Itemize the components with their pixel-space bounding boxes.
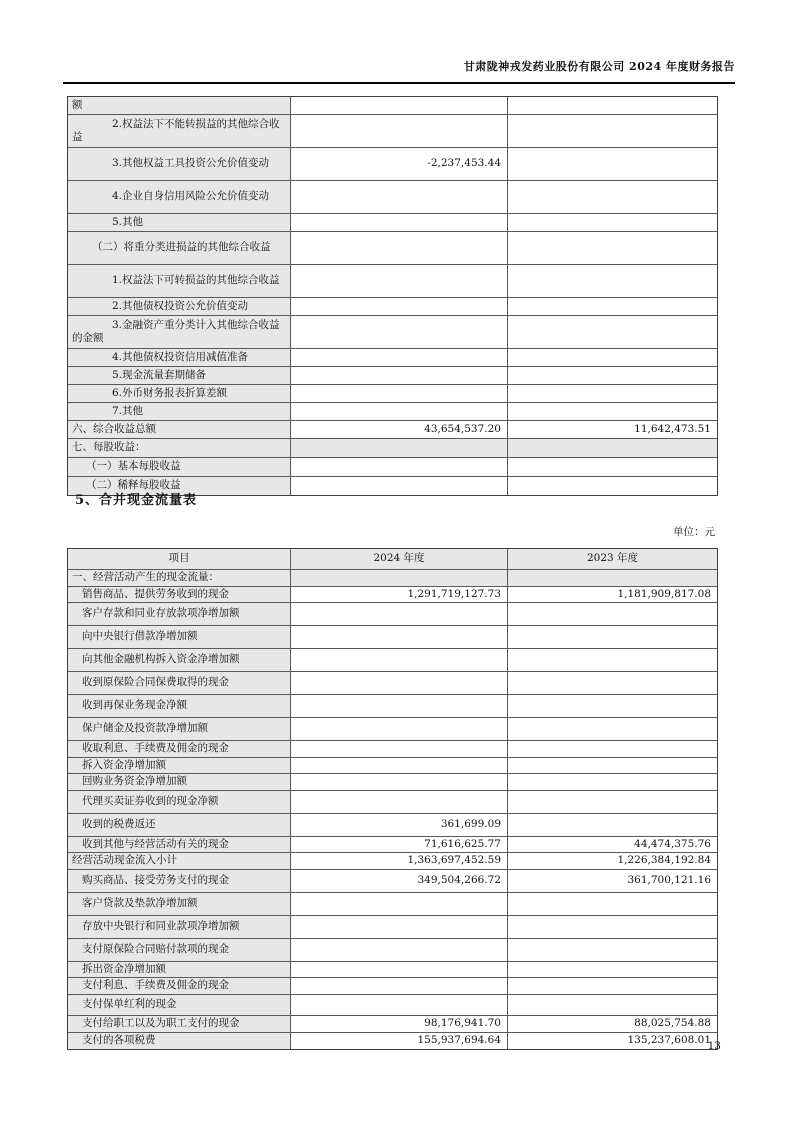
row-label xyxy=(68,814,290,836)
value-2023-text xyxy=(709,357,717,359)
row-label xyxy=(68,1033,290,1049)
value-2023-text xyxy=(709,764,717,766)
row-label xyxy=(68,265,290,297)
row-label-text: 支付利息、手续费及佣金的现金 xyxy=(82,979,229,991)
row-label xyxy=(68,995,290,1015)
value-2024 xyxy=(290,626,507,648)
table-row xyxy=(68,870,717,893)
value-2023-text: 88,025,754.88 xyxy=(634,1016,711,1029)
table-row xyxy=(68,718,717,741)
value-2024-text: 1,291,719,127.73 xyxy=(407,587,501,600)
value-2023-text xyxy=(709,447,717,449)
value-2023 xyxy=(507,741,717,757)
table-row xyxy=(68,672,717,695)
value-2024-text xyxy=(499,659,507,661)
value-2023 xyxy=(507,626,717,648)
value-2024-text xyxy=(499,968,507,970)
table-row xyxy=(68,298,717,316)
row-label xyxy=(68,916,290,938)
value-2023-text xyxy=(709,280,717,282)
row-label xyxy=(68,570,290,586)
value-2024 xyxy=(290,695,507,717)
table-row xyxy=(68,603,717,626)
value-2024-text: 361,699.09 xyxy=(440,817,501,830)
value-2024-text xyxy=(499,196,507,198)
table-row xyxy=(68,853,717,870)
row-label-text: 客户存款和同业存放款项净增加额 xyxy=(82,607,240,620)
table-row xyxy=(68,181,717,214)
value-2024 xyxy=(290,814,507,836)
value-2023-text: 44,474,375.76 xyxy=(634,837,711,850)
value-2024-text xyxy=(499,130,507,132)
row-label-text: （一）基本每股收益 xyxy=(86,460,181,473)
value-2023-text: 11,642,473.51 xyxy=(634,422,711,435)
value-2023 xyxy=(507,439,717,457)
row-label xyxy=(68,587,290,603)
value-2023-text xyxy=(709,926,717,928)
value-2023-text xyxy=(709,222,717,224)
table-row xyxy=(68,695,717,718)
row-label xyxy=(68,232,290,264)
value-2023-text xyxy=(709,130,717,132)
value-2023-text xyxy=(709,105,717,107)
value-2023 xyxy=(507,385,717,402)
row-label xyxy=(68,695,290,717)
row-label-text: 3.其他权益工具投资公允价值变动 xyxy=(112,157,270,170)
value-2024-text xyxy=(499,781,507,783)
value-2023-text xyxy=(709,903,717,905)
row-label xyxy=(68,791,290,813)
row-label xyxy=(68,603,290,625)
value-2024-text xyxy=(499,801,507,803)
row-label-text: （二）将重分类进损益的其他综合收益 xyxy=(92,241,271,254)
value-2023-text: 1,226,384,192.84 xyxy=(617,854,711,866)
value-2024-text xyxy=(499,949,507,951)
value-2024-text: 1,363,697,452.59 xyxy=(407,854,501,866)
table-row xyxy=(68,148,717,181)
value-2024 xyxy=(290,385,507,402)
value-2023-text xyxy=(709,196,717,198)
value-2023 xyxy=(507,718,717,740)
value-2023-text xyxy=(709,331,717,333)
value-2024-text xyxy=(499,105,507,107)
value-2024 xyxy=(290,962,507,978)
row-label-text: 经营活动现金流入小计 xyxy=(72,854,177,866)
value-2024 xyxy=(290,837,507,853)
row-label xyxy=(68,181,290,213)
row-label xyxy=(68,458,290,476)
value-2024-text: 43,654,537.20 xyxy=(424,422,501,435)
row-label xyxy=(68,626,290,648)
header-2023 xyxy=(507,549,717,569)
row-label-text: 6.外币财务报表折算差额 xyxy=(112,386,228,399)
value-2023 xyxy=(507,853,717,869)
table-row xyxy=(68,995,717,1016)
row-label xyxy=(68,870,290,892)
value-2023 xyxy=(507,774,717,790)
value-2024 xyxy=(290,978,507,994)
value-2024-text: 98,176,941.70 xyxy=(424,1016,501,1029)
value-2024 xyxy=(290,1016,507,1032)
value-2024 xyxy=(290,458,507,476)
value-2024-text xyxy=(499,357,507,359)
value-2024 xyxy=(290,403,507,420)
value-2024 xyxy=(290,298,507,315)
table-row xyxy=(68,232,717,265)
row-label xyxy=(68,97,290,114)
value-2024-text xyxy=(499,485,507,487)
row-label-text: 4.其他债权投资信用减值准备 xyxy=(112,350,249,363)
table-row xyxy=(68,439,717,458)
table-row xyxy=(68,916,717,939)
value-2023 xyxy=(507,458,717,476)
row-label xyxy=(68,421,290,438)
row-label xyxy=(68,774,290,790)
value-2023-text xyxy=(709,247,717,249)
value-2023-text xyxy=(709,577,717,579)
value-2024 xyxy=(290,265,507,297)
row-label-text: 收到的税费返还 xyxy=(82,817,156,830)
value-2024-text xyxy=(499,466,507,468)
value-2024-text: 71,616,625.77 xyxy=(424,837,501,850)
row-label xyxy=(68,758,290,774)
value-2024-text xyxy=(499,636,507,638)
value-2024-text xyxy=(499,447,507,449)
value-2023 xyxy=(507,298,717,315)
row-label-text: 2.其他债权投资公允价值变动 xyxy=(112,299,249,312)
value-2024-text xyxy=(499,247,507,249)
row-label xyxy=(68,741,290,757)
value-2023 xyxy=(507,814,717,836)
table-row xyxy=(68,458,717,477)
row-label xyxy=(68,403,290,420)
value-2024-text xyxy=(499,280,507,282)
value-2023 xyxy=(507,214,717,231)
value-2024-text xyxy=(499,682,507,684)
table-row xyxy=(68,1016,717,1033)
value-2023-text xyxy=(709,682,717,684)
row-label xyxy=(68,837,290,853)
value-2023 xyxy=(507,916,717,938)
row-label-text: 3.金融资产重分类计入其他综合收益的金额 xyxy=(72,318,280,344)
row-label xyxy=(68,367,290,384)
row-label xyxy=(68,672,290,694)
value-2023-text xyxy=(709,801,717,803)
row-label xyxy=(68,385,290,402)
value-2023-text xyxy=(709,636,717,638)
table-row xyxy=(68,939,717,962)
value-2024 xyxy=(290,758,507,774)
value-2024 xyxy=(290,791,507,813)
value-2023-text xyxy=(709,985,717,987)
value-2024 xyxy=(290,570,507,586)
header-item-text: 项目 xyxy=(168,552,190,565)
value-2024 xyxy=(290,97,507,114)
value-2024-text xyxy=(499,306,507,308)
value-2023 xyxy=(507,367,717,384)
row-label-text: 向其他金融机构拆入资金净增加额 xyxy=(82,653,240,666)
value-2024-text: -2,237,453.44 xyxy=(427,157,501,170)
table-row xyxy=(68,774,717,791)
value-2024-text xyxy=(499,764,507,766)
value-2023 xyxy=(507,791,717,813)
value-2023 xyxy=(507,349,717,366)
value-2023-text xyxy=(709,393,717,395)
value-2023-text xyxy=(709,824,717,826)
value-2023-text xyxy=(709,659,717,661)
value-2024 xyxy=(290,1033,507,1049)
row-label-text: 六、综合收益总额 xyxy=(72,422,156,435)
value-2024 xyxy=(290,316,507,348)
cash-flow-section-title: 5、合并现金流量表 xyxy=(75,493,198,508)
header-2023-text: 2023 年度 xyxy=(586,552,639,565)
row-label xyxy=(68,649,290,671)
row-label-text: 5.现金流量套期储备 xyxy=(112,368,207,381)
row-label-text: 支付保单红利的现金 xyxy=(82,997,177,1010)
value-2023 xyxy=(507,939,717,961)
value-2023-text xyxy=(709,466,717,468)
value-2024 xyxy=(290,718,507,740)
row-label-text: 购买商品、接受劳务支付的现金 xyxy=(82,873,229,886)
value-2023 xyxy=(507,403,717,420)
row-label-text: 销售商品、提供劳务收到的现金 xyxy=(82,587,229,600)
value-2024 xyxy=(290,741,507,757)
table-row xyxy=(68,978,717,995)
value-2023-text: 361,700,121.16 xyxy=(627,873,711,886)
value-2024 xyxy=(290,587,507,603)
row-label-text: 收到其他与经营活动有关的现金 xyxy=(82,837,229,850)
table-row xyxy=(68,814,717,837)
row-label xyxy=(68,978,290,994)
row-label-text: 4.企业自身信用风险公允价值变动 xyxy=(112,190,270,203)
unit-label: 单位：元 xyxy=(673,526,715,538)
value-2023 xyxy=(507,148,717,180)
cash-flow-table xyxy=(67,548,718,1050)
row-label-text: 拆入资金净增加额 xyxy=(82,758,166,771)
table-row xyxy=(68,758,717,775)
value-2023 xyxy=(507,695,717,717)
table-row xyxy=(68,649,717,672)
value-2023 xyxy=(507,837,717,853)
row-label-text: 7.其他 xyxy=(112,404,144,417)
row-label-text: 1.权益法下可转损益的其他综合收益 xyxy=(112,274,280,287)
value-2024 xyxy=(290,148,507,180)
value-2023-text: 135,237,608.01 xyxy=(627,1033,711,1046)
value-2024 xyxy=(290,672,507,694)
value-2023 xyxy=(507,649,717,671)
table-row xyxy=(68,115,717,148)
value-2024 xyxy=(290,916,507,938)
row-label xyxy=(68,718,290,740)
value-2023-text xyxy=(709,968,717,970)
value-2024 xyxy=(290,939,507,961)
row-label-text: 回购业务资金净增加额 xyxy=(82,775,187,787)
value-2024-text: 349,504,266.72 xyxy=(417,873,501,886)
row-label-text: 支付的各项税费 xyxy=(82,1033,156,1046)
value-2023 xyxy=(507,672,717,694)
value-2024 xyxy=(290,649,507,671)
row-label xyxy=(68,853,290,869)
value-2024 xyxy=(290,603,507,625)
value-2024 xyxy=(290,115,507,147)
table-row xyxy=(68,626,717,649)
row-label xyxy=(68,115,290,147)
row-label-text: 5.其他 xyxy=(112,215,144,228)
row-label-text: 一、经营活动产生的现金流量： xyxy=(72,571,219,583)
value-2023-text xyxy=(709,728,717,730)
value-2024 xyxy=(290,181,507,213)
value-2023 xyxy=(507,1033,717,1049)
value-2023 xyxy=(507,603,717,625)
table-row xyxy=(68,403,717,421)
value-2023-text xyxy=(709,613,717,615)
value-2024-text xyxy=(499,903,507,905)
row-label xyxy=(68,939,290,961)
value-2023-text xyxy=(709,163,717,165)
row-label xyxy=(68,893,290,915)
value-2023 xyxy=(507,265,717,297)
row-label xyxy=(68,349,290,366)
table-row xyxy=(68,791,717,814)
value-2023-text xyxy=(709,705,717,707)
table-row xyxy=(68,367,717,385)
row-label-text: 支付给职工以及为职工支付的现金 xyxy=(82,1016,240,1029)
value-2024-text xyxy=(499,985,507,987)
row-label-text: 收到再保业务现金净额 xyxy=(82,699,187,712)
row-label-text: 支付原保险合同赔付款项的现金 xyxy=(82,942,229,955)
value-2023 xyxy=(507,316,717,348)
value-2024 xyxy=(290,349,507,366)
value-2024 xyxy=(290,774,507,790)
value-2024 xyxy=(290,439,507,457)
value-2024-text xyxy=(499,375,507,377)
value-2023-text xyxy=(709,485,717,487)
value-2024-text xyxy=(499,331,507,333)
table-row xyxy=(68,587,717,604)
value-2024-text xyxy=(499,728,507,730)
value-2024-text xyxy=(499,613,507,615)
value-2023 xyxy=(507,978,717,994)
table-row xyxy=(68,570,717,587)
table-row xyxy=(68,97,717,115)
value-2024-text xyxy=(499,1004,507,1006)
comprehensive-income-table-continued xyxy=(67,96,718,496)
value-2024 xyxy=(290,367,507,384)
value-2024-text xyxy=(499,926,507,928)
value-2023 xyxy=(507,570,717,586)
value-2024-text: 155,937,694.64 xyxy=(417,1033,501,1046)
value-2023 xyxy=(507,1016,717,1032)
value-2024-text xyxy=(499,222,507,224)
row-label xyxy=(68,316,290,348)
row-label xyxy=(68,298,290,315)
table-row xyxy=(68,316,717,349)
value-2023-text xyxy=(709,375,717,377)
value-2023-text xyxy=(709,411,717,413)
value-2023 xyxy=(507,115,717,147)
row-label xyxy=(68,962,290,978)
value-2024 xyxy=(290,214,507,231)
row-label-text: 存放中央银行和同业款项净增加额 xyxy=(82,919,240,932)
value-2024-text xyxy=(499,393,507,395)
row-label-text: 2.权益法下不能转损益的其他综合收益 xyxy=(72,117,280,143)
row-label-text: （二）稀释每股收益 xyxy=(86,479,181,492)
page-header-title: 甘肃陇神戎发药业股份有限公司 2024 年度财务报告 xyxy=(63,60,735,84)
value-2023 xyxy=(507,870,717,892)
value-2024 xyxy=(290,477,507,495)
table-row xyxy=(68,214,717,232)
value-2024-text xyxy=(499,705,507,707)
value-2023 xyxy=(507,962,717,978)
row-label xyxy=(68,148,290,180)
table-row xyxy=(68,741,717,758)
row-label-text: 收取利息、手续费及佣金的现金 xyxy=(82,742,229,754)
value-2023 xyxy=(507,477,717,495)
row-label-text: 收到原保险合同保费取得的现金 xyxy=(82,676,229,689)
value-2024-text xyxy=(499,748,507,750)
table-row xyxy=(68,962,717,979)
value-2023-text xyxy=(709,1004,717,1006)
value-2023-text xyxy=(709,781,717,783)
header-2024-text: 2024 年度 xyxy=(373,552,425,565)
table-row xyxy=(68,349,717,367)
row-label xyxy=(68,439,290,457)
header-2024 xyxy=(290,549,507,569)
value-2023-text xyxy=(709,306,717,308)
value-2024 xyxy=(290,853,507,869)
value-2024 xyxy=(290,421,507,438)
value-2024 xyxy=(290,870,507,892)
page-number: 13 xyxy=(707,1040,721,1052)
row-label-text: 客户贷款及垫款净增加额 xyxy=(82,896,198,909)
table-row xyxy=(68,265,717,298)
value-2024 xyxy=(290,995,507,1015)
row-label-text: 向中央银行借款净增加额 xyxy=(82,630,198,643)
value-2023 xyxy=(507,893,717,915)
row-label-text: 保户储金及投资款净增加额 xyxy=(82,722,208,735)
value-2023 xyxy=(507,181,717,213)
table-row xyxy=(68,1033,717,1049)
row-label xyxy=(68,1016,290,1032)
row-label-text: 七、每股收益： xyxy=(72,441,146,454)
table-row xyxy=(68,837,717,854)
table-row xyxy=(68,893,717,916)
table-row xyxy=(68,385,717,403)
value-2024-text xyxy=(499,577,507,579)
value-2024 xyxy=(290,232,507,264)
value-2023 xyxy=(507,232,717,264)
row-label-text: 拆出资金净增加额 xyxy=(82,962,166,975)
value-2024 xyxy=(290,893,507,915)
table-header-row xyxy=(68,549,717,570)
value-2023 xyxy=(507,421,717,438)
table-row xyxy=(68,421,717,439)
header-item xyxy=(68,549,290,569)
value-2023 xyxy=(507,995,717,1015)
value-2023 xyxy=(507,97,717,114)
row-label xyxy=(68,214,290,231)
row-label-text: 代理买卖证券收到的现金净额 xyxy=(82,794,219,807)
value-2023 xyxy=(507,758,717,774)
value-2023-text xyxy=(709,949,717,951)
value-2023-text: 1,181,909,817.08 xyxy=(617,587,711,600)
value-2024-text xyxy=(499,411,507,413)
value-2023-text xyxy=(709,748,717,750)
row-label-text: 额 xyxy=(72,98,83,111)
value-2023 xyxy=(507,587,717,603)
